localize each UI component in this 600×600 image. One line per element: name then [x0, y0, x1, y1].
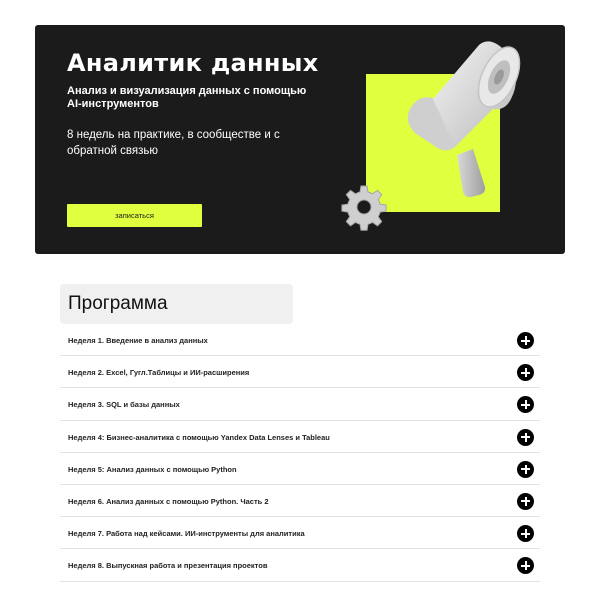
hero-title: Аналитик данных: [67, 49, 319, 77]
week-label: Неделя 6. Анализ данных с помощью Python. Часть 2: [68, 496, 269, 506]
week-item-4[interactable]: [60, 421, 540, 453]
week-label: Неделя 8. Выпускная работа и презентация проектов: [68, 561, 268, 571]
plus-circle-icon[interactable]: [517, 557, 534, 574]
week-label: Неделя 5: Анализ данных с помощью Python: [68, 464, 237, 474]
week-item-1[interactable]: [60, 324, 540, 356]
hero-subtitle: Анализ и визуализация данных с помощью AI-инструментов: [67, 85, 307, 110]
program-title: Программа: [60, 284, 293, 324]
week-label: Неделя 1. Введение в анализ данных: [68, 336, 208, 345]
week-label: Неделя 4: Бизнес-аналитика с помощью Yandex Data Lenses и Tableau: [68, 432, 330, 442]
gear-icon: [340, 183, 388, 231]
week-item-8[interactable]: [60, 549, 540, 581]
week-item-6[interactable]: [60, 485, 540, 517]
week-item-3[interactable]: [60, 388, 540, 420]
week-label: Неделя 7. Работа над кейсами. ИИ-инструменты для аналитика: [68, 529, 305, 539]
week-item-2[interactable]: [60, 356, 540, 388]
week-item-7[interactable]: [60, 517, 540, 549]
plus-circle-icon[interactable]: [517, 396, 534, 413]
week-label: Неделя 2. Excel, Гугл.Таблицы и ИИ-расширения: [68, 368, 250, 378]
week-item-5[interactable]: [60, 453, 540, 485]
plus-circle-icon[interactable]: [517, 364, 534, 381]
hero-description: 8 недель на практике, в сообществе и с обратной связью: [67, 129, 280, 157]
program-week-list: [60, 324, 540, 582]
plus-circle-icon[interactable]: [517, 429, 534, 446]
plus-circle-icon[interactable]: [517, 461, 534, 478]
plus-circle-icon[interactable]: [517, 525, 534, 542]
megaphone-icon: [395, 37, 525, 207]
plus-circle-icon[interactable]: [517, 332, 534, 349]
signup-button[interactable]: записаться: [67, 204, 202, 227]
hero-banner: [35, 25, 565, 254]
plus-circle-icon[interactable]: [517, 493, 534, 510]
week-label: Неделя 3. SQL и базы данных: [68, 400, 180, 410]
